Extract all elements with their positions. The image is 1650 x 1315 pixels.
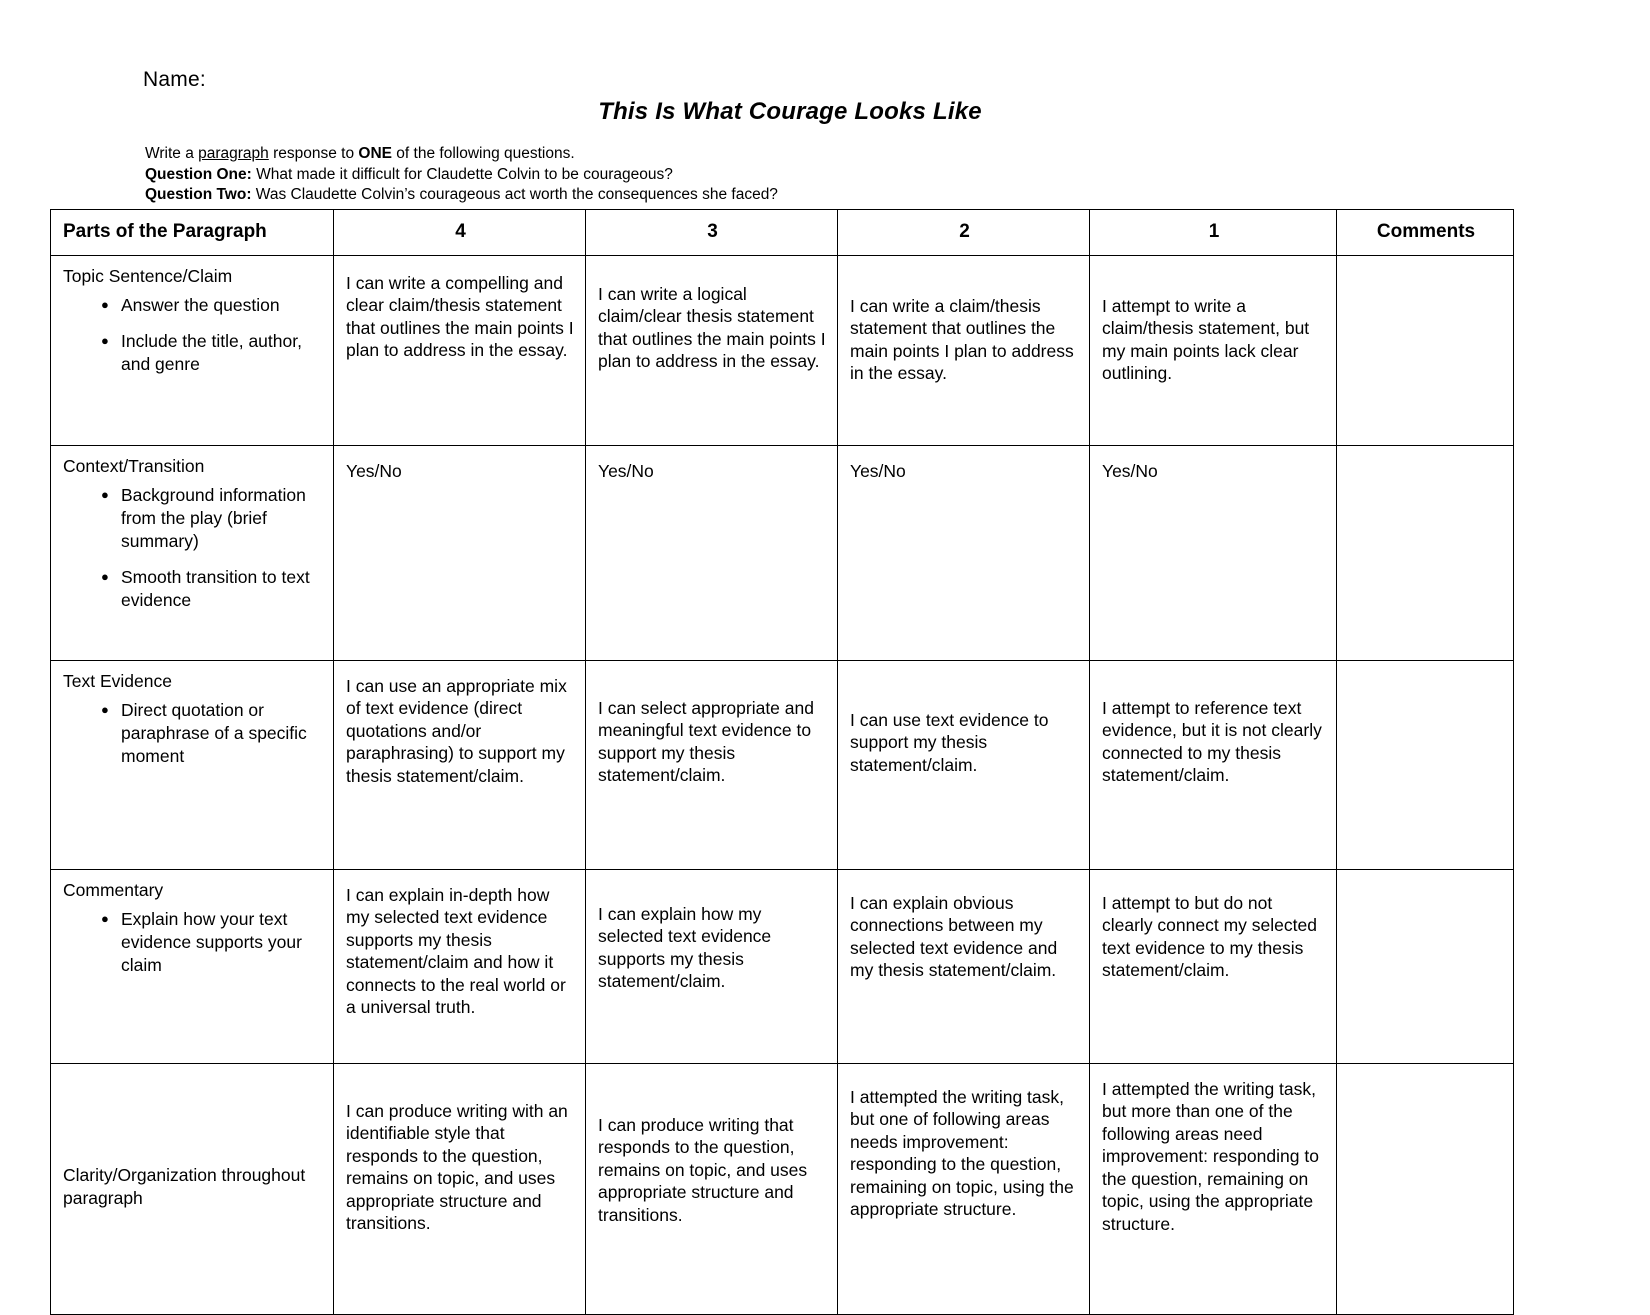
criterion-bullets bbox=[63, 294, 323, 376]
criterion-bullets bbox=[63, 699, 323, 768]
descriptor-text: I can select appropriate and meaningful text evidence to support my thesis statement/claim. bbox=[598, 697, 814, 785]
criterion-title: Topic Sentence/Claim bbox=[63, 265, 233, 286]
descriptor-cell-level-3 bbox=[586, 445, 838, 660]
descriptor-text: I can write a claim/thesis statement that outlines the main points I plan to address in the essay. bbox=[850, 295, 1074, 383]
criterion-bullets bbox=[63, 484, 323, 612]
descriptor-cell-level-2 bbox=[838, 445, 1090, 660]
question-two-text: Was Claudette Colvin’s courageous act worth the consequences she faced? bbox=[251, 186, 778, 203]
descriptor-text: I attempted the writing task, but one of following areas needs improvement: responding to the question, remaining on topic, using the appropriate structure. bbox=[850, 1086, 1074, 1219]
descriptor-text: I can write a compelling and clear claim/thesis statement that outlines the main points I plan to address in the essay. bbox=[346, 272, 574, 360]
question-two-line bbox=[145, 185, 778, 206]
criterion-bullets bbox=[63, 908, 323, 977]
column-header-4: 4 bbox=[334, 210, 586, 256]
table-row bbox=[51, 1063, 1514, 1314]
instruction-pre: Write a bbox=[145, 145, 199, 162]
question-one-text: What made it difficult for Claudette Colvin to be courageous? bbox=[251, 165, 673, 183]
column-header-1: 1 bbox=[1090, 210, 1337, 256]
descriptor-cell-level-4 bbox=[334, 869, 586, 1063]
question-one-label: Question One: bbox=[145, 165, 252, 183]
instruction-post: of the following questions. bbox=[392, 145, 575, 162]
criterion-cell-text-evidence bbox=[51, 660, 334, 869]
table-row bbox=[51, 445, 1514, 660]
list-item: ● Answer the question bbox=[101, 294, 323, 317]
instruction-mid: response to bbox=[268, 145, 359, 162]
descriptor-text: I can use an appropriate mix of text evidence (direct quotations and/or paraphrasing) to support my thesis statement/claim. bbox=[346, 675, 567, 786]
list-item: ● Explain how your text evidence supports your claim bbox=[101, 908, 323, 977]
descriptor-text: I can produce writing that responds to the question, remains on topic, and uses appropriate structure and transitions. bbox=[598, 1114, 808, 1225]
descriptor-text: I attempted the writing task, but more than one of the following areas need improvement: responding to the question, remaining on topic, using the appropriate structure. bbox=[1102, 1078, 1319, 1234]
page-title: This Is What Courage Looks Like bbox=[598, 98, 982, 125]
descriptor-cell-level-2 bbox=[838, 660, 1090, 869]
instructions-block bbox=[145, 144, 778, 206]
column-header-2: 2 bbox=[838, 210, 1090, 256]
descriptor-cell-level-1 bbox=[1090, 1063, 1337, 1314]
criterion-title: Clarity/Organization throughout paragraph bbox=[63, 1165, 306, 1208]
descriptor-text: I attempt to write a claim/thesis statement, but my main points lack clear outlining. bbox=[1102, 295, 1310, 383]
descriptor-cell-level-3 bbox=[586, 869, 838, 1063]
instruction-bold-word: ONE bbox=[358, 145, 392, 162]
criterion-cell-commentary bbox=[51, 869, 334, 1063]
criterion-title: Context/Transition bbox=[63, 455, 205, 476]
instruction-underlined-word: paragraph bbox=[198, 145, 269, 162]
list-item: ● Smooth transition to text evidence bbox=[101, 566, 323, 612]
criterion-cell-context-transition bbox=[51, 445, 334, 660]
criterion-title: Text Evidence bbox=[63, 670, 172, 691]
descriptor-text: I can explain how my selected text evidence supports my thesis statement/claim. bbox=[598, 903, 772, 991]
comments-cell[interactable] bbox=[1337, 445, 1514, 660]
list-item: ● Direct quotation or paraphrase of a specific moment bbox=[101, 699, 323, 768]
table-row bbox=[51, 255, 1514, 445]
descriptor-cell-level-1 bbox=[1090, 255, 1337, 445]
comments-cell[interactable] bbox=[1337, 660, 1514, 869]
column-header-parts: Parts of the Paragraph bbox=[51, 210, 334, 256]
criterion-cell-clarity-organization bbox=[51, 1063, 334, 1314]
descriptor-cell-level-4 bbox=[334, 255, 586, 445]
descriptor-text: Yes/No bbox=[850, 460, 906, 481]
table-header-row bbox=[51, 210, 1514, 256]
descriptor-text: I attempt to reference text evidence, but it is not clearly connected to my thesis statement/claim. bbox=[1102, 697, 1322, 785]
criterion-title: Commentary bbox=[63, 879, 164, 900]
descriptor-cell-level-2 bbox=[838, 1063, 1090, 1314]
descriptor-cell-level-4 bbox=[334, 1063, 586, 1314]
descriptor-text: Yes/No bbox=[598, 460, 654, 481]
descriptor-cell-level-3 bbox=[586, 660, 838, 869]
descriptor-cell-level-1 bbox=[1090, 869, 1337, 1063]
descriptor-cell-level-3 bbox=[586, 1063, 838, 1314]
descriptor-cell-level-4 bbox=[334, 445, 586, 660]
list-item: ● Include the title, author, and genre bbox=[101, 330, 323, 376]
descriptor-text: I can produce writing with an identifiable style that responds to the question, remains on topic, and uses appropriate structure and transitions. bbox=[346, 1100, 568, 1233]
comments-cell[interactable] bbox=[1337, 255, 1514, 445]
criterion-cell-topic-sentence bbox=[51, 255, 334, 445]
descriptor-cell-level-4 bbox=[334, 660, 586, 869]
descriptor-text: I can explain obvious connections between my selected text evidence and my thesis statement/claim. bbox=[850, 892, 1058, 980]
descriptor-text: I attempt to but do not clearly connect my selected text evidence to my thesis statement/claim. bbox=[1102, 892, 1317, 980]
descriptor-cell-level-3 bbox=[586, 255, 838, 445]
column-header-3: 3 bbox=[586, 210, 838, 256]
descriptor-text: Yes/No bbox=[1102, 460, 1158, 481]
descriptor-text: I can write a logical claim/clear thesis statement that outlines the main points I plan to address in the essay. bbox=[598, 283, 826, 371]
list-item: ● Background information from the play (brief summary) bbox=[101, 484, 323, 553]
table-row bbox=[51, 869, 1514, 1063]
descriptor-cell-level-2 bbox=[838, 869, 1090, 1063]
descriptor-cell-level-1 bbox=[1090, 660, 1337, 869]
column-header-comments: Comments bbox=[1337, 210, 1514, 256]
table-row bbox=[51, 660, 1514, 869]
question-two-label: Question Two: bbox=[145, 186, 252, 203]
comments-cell[interactable] bbox=[1337, 869, 1514, 1063]
question-one-line bbox=[145, 165, 778, 186]
descriptor-cell-level-1 bbox=[1090, 445, 1337, 660]
descriptor-text: Yes/No bbox=[346, 460, 402, 481]
descriptor-text: I can use text evidence to support my thesis statement/claim. bbox=[850, 709, 1049, 775]
descriptor-cell-level-2 bbox=[838, 255, 1090, 445]
rubric-table bbox=[50, 209, 1514, 1315]
descriptor-text: I can explain in-depth how my selected text evidence supports my thesis statement/claim and how it connects to the real world or a universal truth. bbox=[346, 884, 566, 1017]
instruction-line bbox=[145, 144, 778, 165]
name-label: Name: bbox=[143, 68, 206, 91]
comments-cell[interactable] bbox=[1337, 1063, 1514, 1314]
